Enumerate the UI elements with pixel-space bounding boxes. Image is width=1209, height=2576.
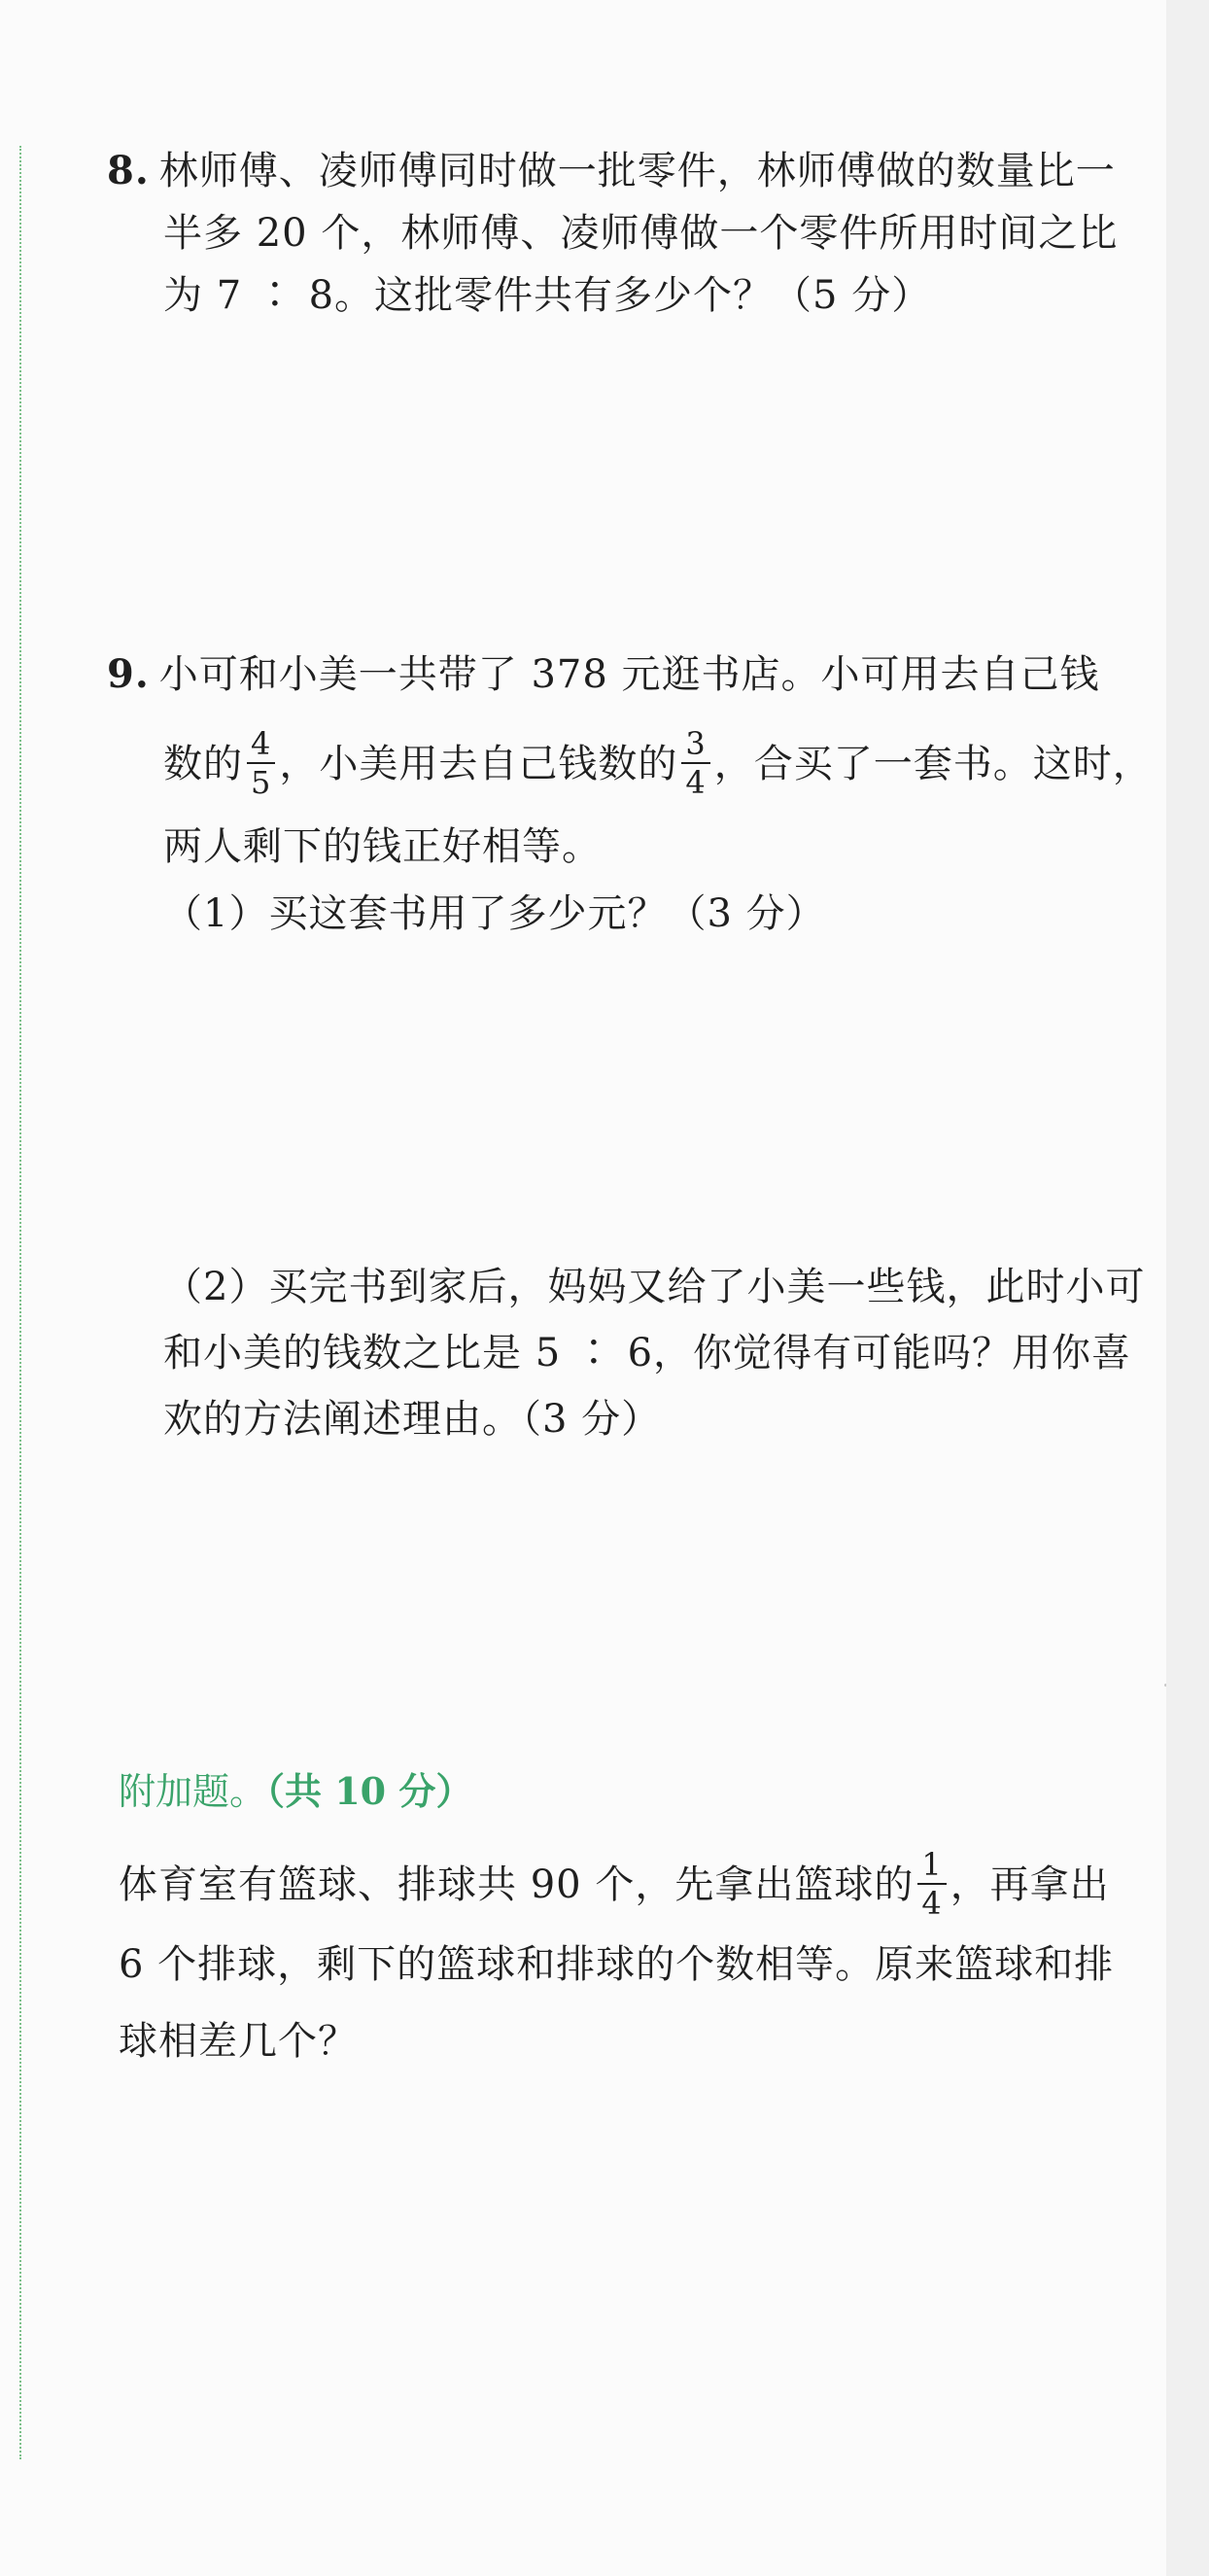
fraction-one-fourth [917, 1848, 946, 1920]
q8-text-1: 林师傅、凌师傅同时做一批零件，林师傅做的数量比一 [158, 149, 1116, 193]
q8-line-2: 半多 20 个，林师傅、凌师傅做一个零件所用时间之比 [163, 211, 1119, 256]
q9-text-1: 小可和小美一共带了 378 元逛书店。小可用去自己钱 [158, 652, 1100, 697]
q9-text-2c: ，合买了一套书。这时， [713, 742, 1153, 786]
fraction-denominator: 5 [251, 764, 272, 801]
bonus-heading [119, 1764, 472, 1819]
dotted-margin-line [19, 146, 21, 2459]
bonus-title: 附加题。 [119, 1770, 267, 1813]
q9-line-2 [163, 725, 1153, 803]
q9-line-3: 两人剩下的钱正好相等。 [163, 824, 602, 869]
fraction-numerator: 1 [917, 1848, 946, 1885]
q9-text-2b: ，小美用去自己钱数的 [279, 742, 678, 786]
q9-part-2-line-1: （2）买完书到家后，妈妈又给了小美一些钱，此时小可 [163, 1265, 1146, 1309]
q9-text-2a: 数的 [163, 742, 243, 786]
fraction-denominator: 4 [685, 764, 707, 801]
fraction-numerator: 3 [681, 727, 709, 764]
bonus-line-2: 6 个排球，剩下的篮球和排球的个数相等。原来篮球和排 [119, 1942, 1115, 1987]
bonus-text-1b: ，再拿出 [950, 1862, 1110, 1907]
q9-part-2-line-2: 和小美的钱数之比是 5 ∶ 6，你觉得有可能吗？用你喜 [163, 1331, 1132, 1375]
q9-number: 9. [107, 651, 150, 697]
page-edge-shadow [1166, 0, 1209, 2576]
q8-line-3: 为 7 ∶ 8。这批零件共有多少个？（5 分） [163, 273, 932, 318]
q9-part-1: （1）买这套书用了多少元？（3 分） [163, 891, 826, 936]
q8-number: 8. [107, 148, 150, 193]
bonus-line-3: 球相差几个？ [119, 2019, 358, 2064]
bonus-line-1 [119, 1846, 1110, 1924]
fraction-three-fourths [681, 727, 709, 799]
q8-line-1 [107, 144, 1116, 198]
q9-line-1 [107, 647, 1100, 702]
fraction-numerator: 4 [247, 727, 275, 764]
fraction-denominator: 4 [921, 1885, 943, 1922]
q9-part-2-line-3: 欢的方法阐述理由。（3 分） [163, 1397, 662, 1442]
bonus-text-1a: 体育室有篮球、排球共 90 个，先拿出篮球的 [119, 1862, 915, 1907]
bonus-points: （共 10 分） [266, 1769, 473, 1813]
fraction-four-fifths [247, 727, 275, 799]
